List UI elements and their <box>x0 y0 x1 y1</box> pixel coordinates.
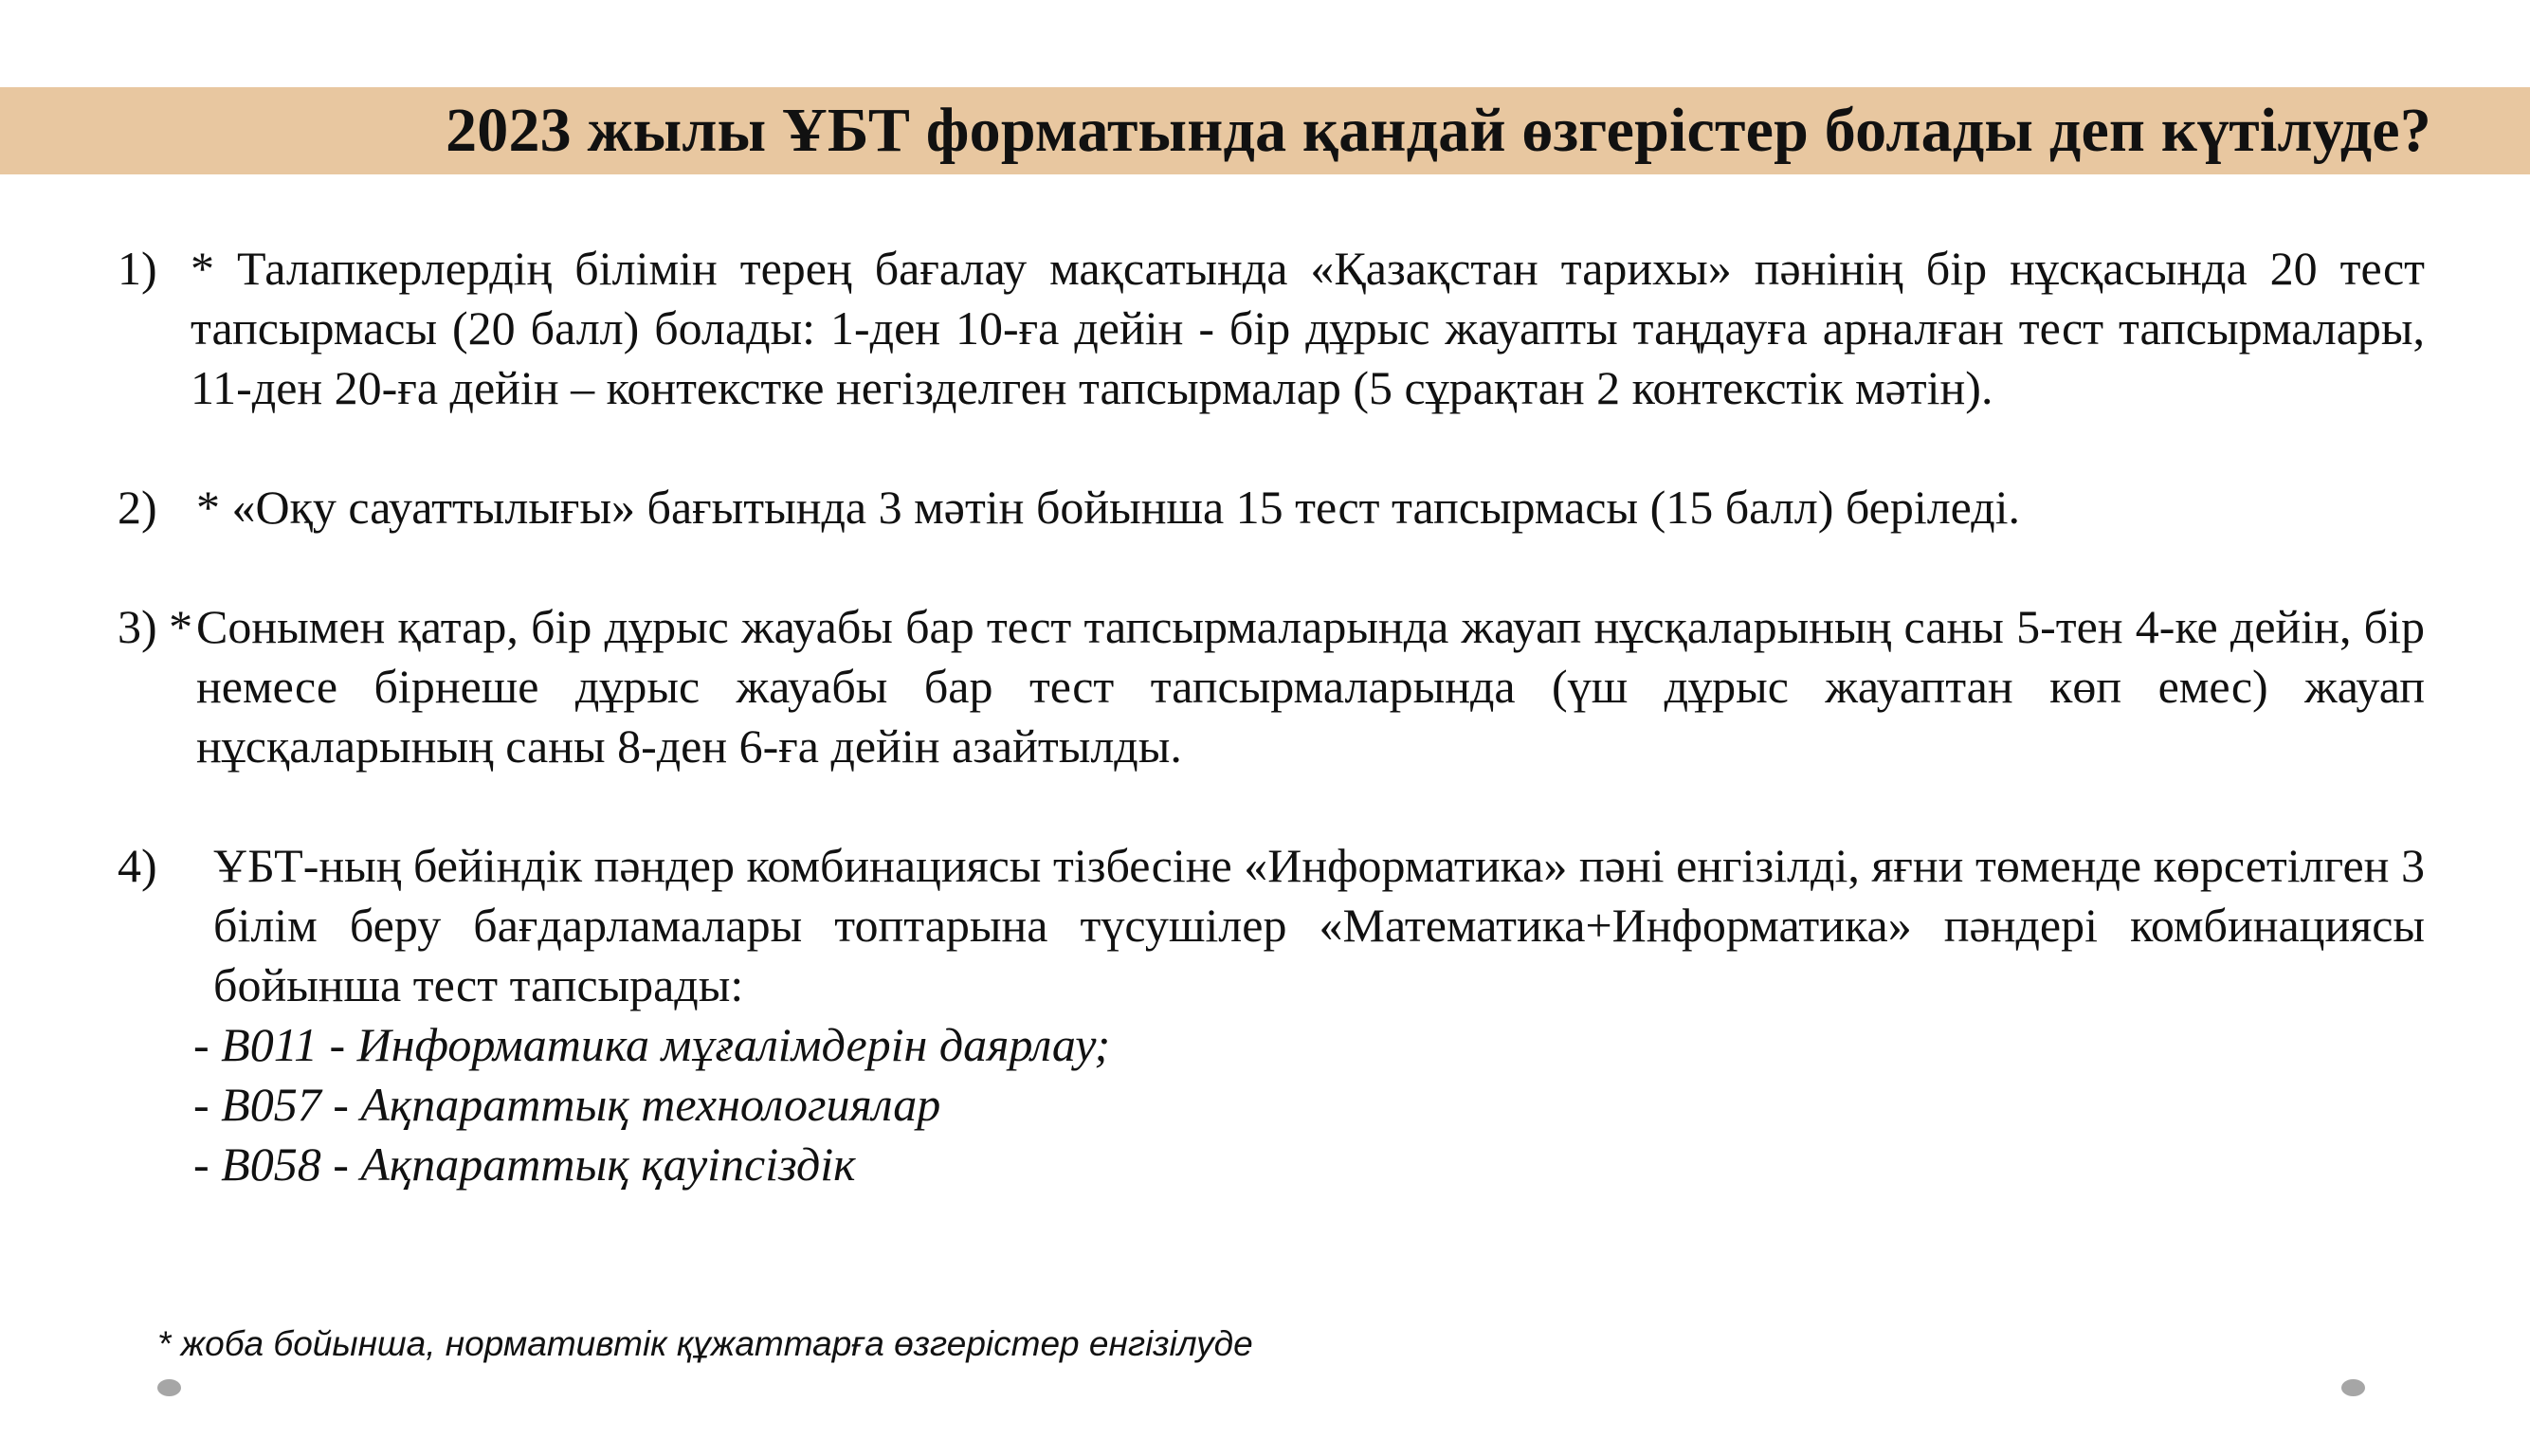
item-text-2: * «Оқу сауаттылығы» бағытында 3 мәтін бойынша 15 тест тапсырмасы (15 балл) беріледі. <box>196 481 2021 534</box>
content-body <box>118 239 2425 1194</box>
item-number-2: 2) <box>118 481 157 534</box>
page-title: 2023 жылы ҰБТ форматында қандай өзгерістер болады деп күтілуде? <box>446 96 2431 165</box>
list-item-1 <box>118 239 2425 418</box>
item-text-1: * Талапкерлердің білімін терең бағалау мақсатында «Қазақстан тарихы» пәнінің бір нұсқасында 20 тест тапсырмасы (20 балл) болады: 1-ден 10-ға дейін - бір дұрыс жауапты таңдауға арналған тест тапсырмалары, 11-ден 20-ға дейін – контекстке негізделген тапсырмалар (5 сұрақтан 2 контекстік мәтін). <box>191 242 2425 414</box>
title-band <box>0 87 2530 174</box>
item-text-3: Сонымен қатар, бір дұрыс жауабы бар тест тапсырмаларында жауап нұсқаларының саны 5-тен 4-ке дейін, бір немесе бірнеше дұрыс жауабы бар тест тапсырмаларында (үш дұрыс жауаптан көп емес) жауап нұсқаларының саны 8-ден 6-ға дейін азайтылды. <box>196 600 2425 773</box>
program-list <box>118 1015 2425 1194</box>
list-item-2 <box>118 478 2425 537</box>
item-number-3: 3) * <box>118 600 193 653</box>
program-item-b058: - В058 - Ақпараттық қауіпсіздік <box>193 1138 856 1191</box>
item-text-4: ҰБТ-ның бейіндік пәндер комбинациясы тізбесіне «Информатика» пәні енгізілді, яғни төменде көрсетілген 3 білім беру бағдарламалары топтарына түсушілер «Математика+Информатика» пәндері комбинациясы бойынша тест тапсырады: <box>213 839 2425 1011</box>
footnote: * жоба бойынша, нормативтік құжаттарға өзгерістер енгізілуде <box>157 1324 1253 1363</box>
list-item-4 <box>118 836 2425 1015</box>
program-item-b057: - В057 - Ақпараттық технологиялар <box>193 1078 941 1131</box>
item-number-1: 1) <box>118 242 157 295</box>
decorative-dot-left <box>157 1379 181 1396</box>
decorative-dot-right <box>2341 1379 2365 1396</box>
program-item-b011: - В011 - Информатика мұғалімдерін даярлау; <box>193 1018 1111 1071</box>
item-number-4: 4) <box>118 839 157 892</box>
list-item-3 <box>118 597 2425 776</box>
